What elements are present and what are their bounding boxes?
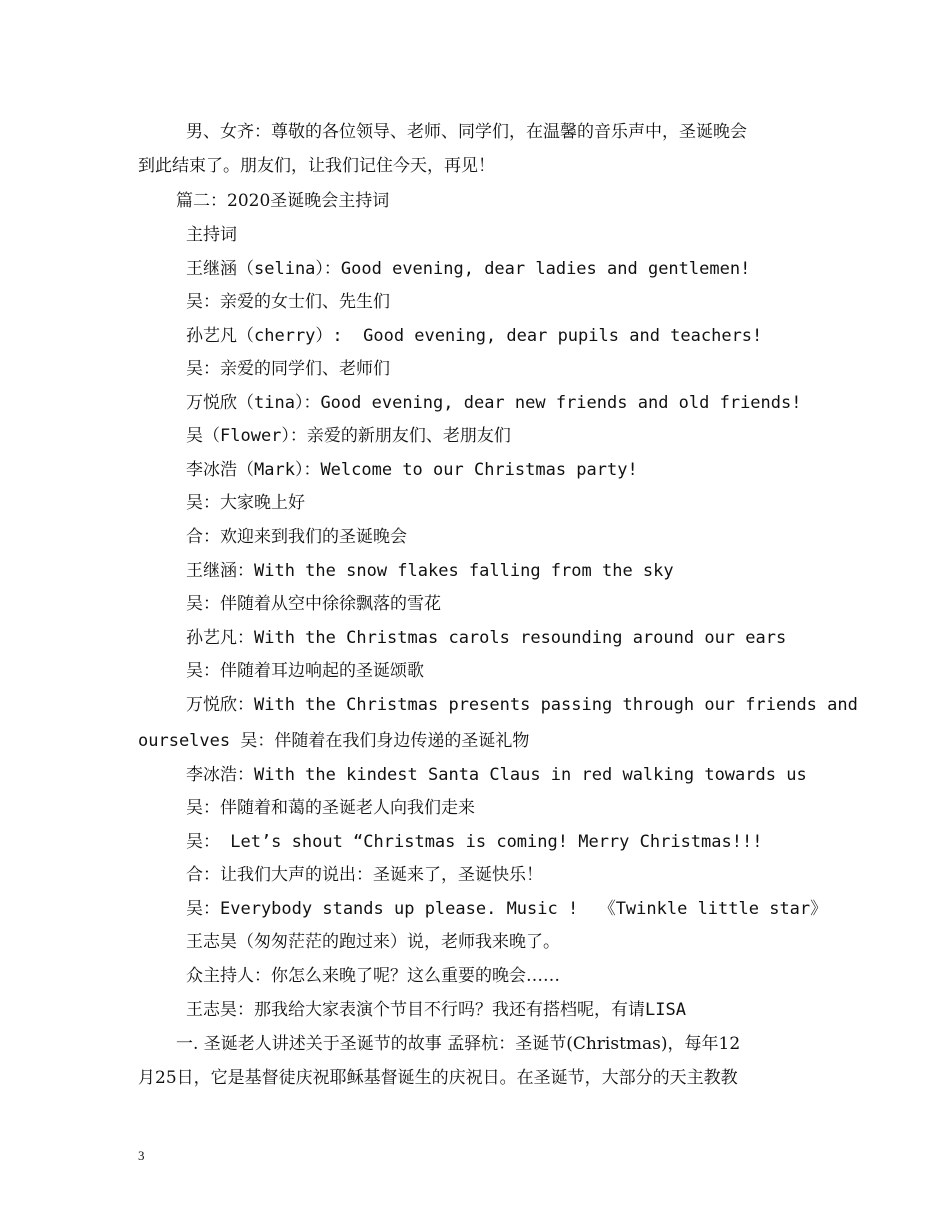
text-line: 合：欢迎来到我们的圣诞晚会	[186, 527, 407, 547]
text-line: 王继涵：With the snow flakes falling from the sky	[186, 561, 674, 581]
text-line: 孙艺凡：With the Christmas carols resounding around our ears	[186, 628, 787, 648]
text-line: 月25日，它是基督徒庆祝耶稣基督诞生的庆祝日。在圣诞节，大部分的天主教教	[138, 1068, 738, 1088]
text-line: 李冰浩（Mark）：Welcome to our Christmas party!	[186, 460, 638, 480]
text-line: 吴（Flower）：亲爱的新朋友们、老朋友们	[186, 426, 511, 446]
text-line: 吴：伴随着从空中徐徐飘落的雪花	[186, 594, 441, 614]
text-line: 合：让我们大声的说出：圣诞来了，圣诞快乐！	[186, 865, 543, 885]
text-line: 吴：伴随着耳边响起的圣诞颂歌	[186, 661, 424, 681]
text-line: 孙艺凡（cherry）: Good evening, dear pupils and teachers!	[186, 326, 763, 346]
text-line: 一. 圣诞老人讲述关于圣诞节的故事 孟驿杭：圣诞节(Christmas)，每年12	[176, 1034, 741, 1054]
text-line: 吴：伴随着和蔼的圣诞老人向我们走来	[186, 798, 475, 818]
text-line: ourselves 吴：伴随着在我们身边传递的圣诞礼物	[138, 731, 530, 751]
text-line: 到此结束了。朋友们，让我们记住今天，再见！	[138, 156, 495, 176]
text-line: 王继涵（selina）：Good evening, dear ladies and gentlemen!	[186, 259, 751, 279]
text-line: 吴：亲爱的同学们、老师们	[186, 359, 390, 379]
text-line: 众主持人：你怎么来晚了呢？这么重要的晚会……	[186, 966, 560, 986]
text-line: 吴：大家晚上好	[186, 493, 305, 513]
text-line: 万悦欣：With the Christmas presents passing through our friends and	[186, 695, 858, 715]
text-line: 李冰浩：With the kindest Santa Claus in red walking towards us	[186, 765, 807, 785]
text-line: 王志昊（匆匆茫茫的跑过来）说，老师我来晚了。	[186, 932, 560, 952]
text-line: 王志昊：那我给大家表演个节目不行吗？我还有搭档呢，有请LISA	[186, 1000, 686, 1020]
text-line: 万悦欣（tina）：Good evening, dear new friends and old friends!	[186, 393, 802, 413]
text-line: 吴：亲爱的女士们、先生们	[186, 292, 390, 312]
text-line: 吴：Everybody stands up please. Music ! 《Twinkle little star》	[186, 899, 828, 919]
section-heading: 篇二：2020圣诞晚会主持词	[176, 191, 390, 211]
text-line: 男、女齐：尊敬的各位领导、老师、同学们，在温馨的音乐声中，圣诞晚会	[186, 122, 747, 142]
text-line: 吴： Let’s shout “Christmas is coming! Merry Christmas!!!	[186, 832, 763, 852]
text-line: 主持词	[186, 225, 237, 245]
page-number: 3	[138, 1148, 145, 1163]
